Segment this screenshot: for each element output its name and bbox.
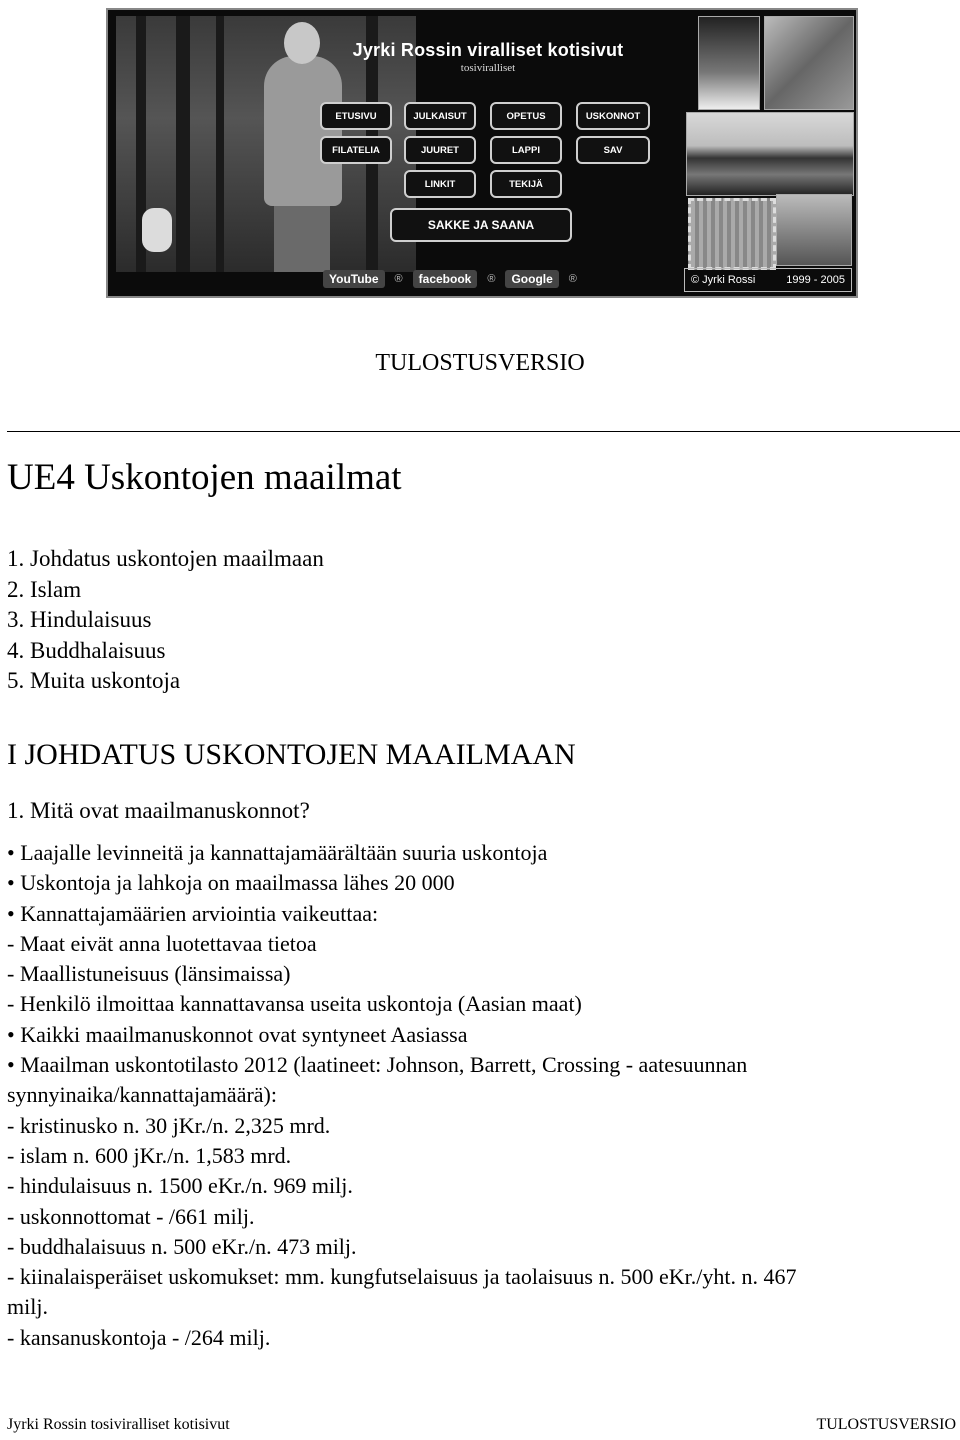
registered-mark: ® [568,273,577,285]
content-line: - kansanuskontoja - /264 milj. [7,1324,271,1350]
table-of-contents [7,544,324,697]
footer-site-name: Jyrki Rossin tosiviralliset kotisivut [7,1416,230,1433]
section-title: I JOHDATUS USKONTOJEN MAAILMAAN [7,738,576,771]
youtube-link[interactable]: YouTube [323,270,385,288]
stamp-image [688,198,776,270]
dog-figure [142,208,172,252]
man-figure-legs [274,196,330,272]
footer-print-label: TULOSTUSVERSIO [816,1416,956,1433]
copyright-years: 1999 - 2005 [786,274,845,286]
site-title: Jyrki Rossin viralliset kotisivut [352,40,624,60]
nav-tekija-button[interactable]: TEKIJÄ [490,170,562,198]
social-links [323,268,577,290]
content-line: synnyinaika/kannattajamäärä): [7,1082,277,1108]
nav-juuret-button[interactable]: JUURET [404,136,476,164]
content-line: - Maallistuneisuus (länsimaissa) [7,961,291,987]
registered-mark: ® [394,273,403,285]
nav-etusivu-button[interactable]: ETUSIVU [320,102,392,130]
content-list [7,838,957,1353]
nav-linkit-button[interactable]: LINKIT [404,170,476,198]
nav-sakke-ja-saana-button[interactable]: SAKKE JA SAANA [390,208,572,242]
nav-filatelia-button[interactable]: FILATELIA [320,136,392,164]
content-line: - kiinalaisperäiset uskomukset: mm. kungfutselaisuus ja taolaisuus n. 500 eKr./yht. n. 467 [7,1264,797,1290]
content-line: • Laajalle levinneitä ja kannattajamäärältään suuria uskontoja [7,840,548,865]
content-line: - Henkilö ilmoittaa kannattavansa useita uskontoja (Aasian maat) [7,991,582,1017]
site-banner [106,8,858,298]
toc-item: 4. Buddhalaisuus [7,637,166,663]
subsection-title: 1. Mitä ovat maailmanuskonnot? [7,798,310,823]
nav-sav-button[interactable]: SAV [576,136,650,164]
tree-trunk [216,16,224,272]
toc-item: 2. Islam [7,576,82,602]
nav-uskonnot-button[interactable]: USKONNOT [576,102,650,130]
content-line: - kristinusko n. 30 jKr./n. 2,325 mrd. [7,1112,331,1138]
copyright-box [684,268,852,292]
divider [7,431,960,432]
page-title: UE4 Uskontojen maailmat [7,457,402,498]
nav-julkaisut-button[interactable]: JULKAISUT [404,102,476,130]
site-subtitle: tosiviralliset [460,62,516,74]
content-line: - Maat eivät anna luotettavaa tietoa [7,930,317,956]
portrait-photo [776,194,852,266]
copyright-name: © Jyrki Rossi [691,274,756,286]
content-line: - uskonnottomat - /661 milj. [7,1203,255,1229]
man-figure-body [264,56,342,206]
facebook-link[interactable]: facebook [413,270,478,288]
toc-item: 3. Hindulaisuus [7,607,152,632]
toc-item: 5. Muita uskontoja [7,668,181,693]
content-line: - islam n. 600 jKr./n. 1,583 mrd. [7,1142,292,1168]
content-line: • Maailman uskontotilasto 2012 (laatineet: Johnson, Barrett, Crossing - aatesuunnan [7,1052,748,1078]
content-line: • Kannattajamäärien arviointia vaikeuttaa: [7,900,379,926]
tree-trunk [176,16,190,272]
content-line: - hindulaisuus n. 1500 eKr./n. 969 milj. [7,1173,353,1199]
content-line: - buddhalaisuus n. 500 eKr./n. 473 milj. [7,1233,357,1259]
landscape-photo [686,112,854,196]
nav-lappi-button[interactable]: LAPPI [490,136,562,164]
registered-mark: ® [487,273,496,285]
content-line: milj. [7,1294,48,1320]
content-line: • Uskontoja ja lahkoja on maailmassa lähes 20 000 [7,870,455,896]
cat-photo [698,16,760,110]
man-figure-head [284,22,320,64]
nav-opetus-button[interactable]: OPETUS [490,102,562,130]
content-line: • Kaikki maailmanuskonnot ovat syntyneet Aasiassa [7,1021,468,1047]
toc-item: 1. Johdatus uskontojen maailmaan [7,546,324,571]
print-version-label: TULOSTUSVERSIO [375,350,585,376]
cat-photo [764,16,854,110]
google-link[interactable]: Google [505,270,558,288]
